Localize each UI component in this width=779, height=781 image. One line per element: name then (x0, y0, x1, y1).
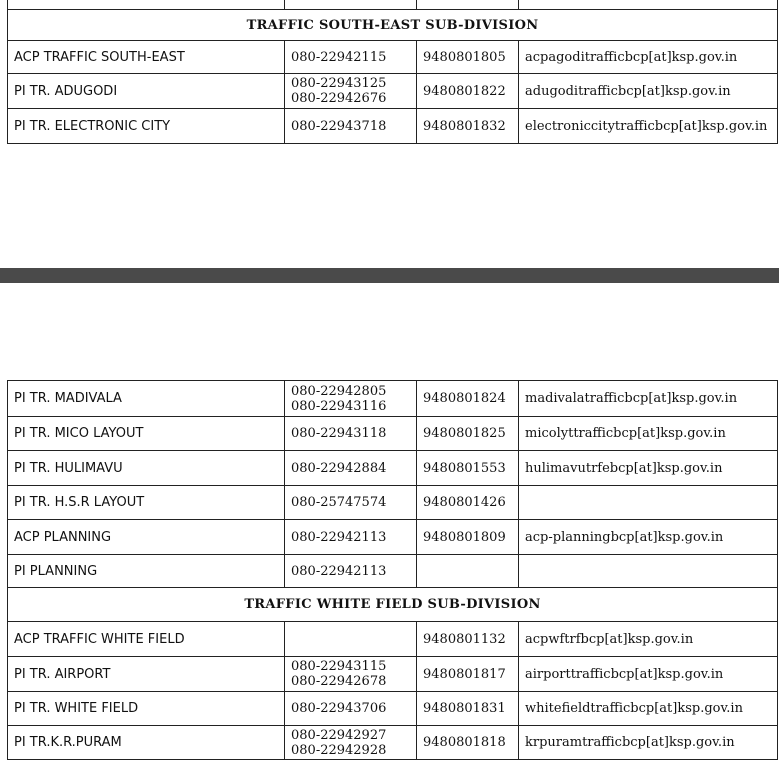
landline-cell (285, 657, 417, 692)
landline-cell (285, 417, 417, 451)
email-cell: airporttrafficbcp[at]ksp.gov.in (519, 657, 778, 692)
officer-name-cell: PI TR. MADIVALA (8, 381, 285, 417)
officer-name-cell: PI TR.K.R.PURAM (8, 726, 285, 760)
table-row (8, 486, 778, 520)
table-row (8, 726, 778, 760)
mobile-cell: 9480801822 (417, 74, 519, 109)
email-cell: acp-planningbcp[at]ksp.gov.in (519, 520, 778, 555)
email-cell: madivalatrafficbcp[at]ksp.gov.in (519, 381, 778, 417)
landline-number: 080-22943115 (291, 659, 387, 674)
officer-name-cell: PI TR. H.S.R LAYOUT (8, 486, 285, 520)
table-row (8, 657, 778, 692)
landline-number: 080-22942928 (291, 742, 387, 758)
section-header-south-east: TRAFFIC SOUTH-EAST SUB-DIVISION (8, 10, 778, 41)
table-row (8, 451, 778, 486)
landline-number: 080-25747574 (291, 495, 387, 510)
directory-table-south-east (7, 0, 778, 144)
table-row (8, 74, 778, 109)
south-east-rows-continued (8, 381, 778, 588)
mobile-cell: 9480801818 (417, 726, 519, 760)
officer-name-cell: PI TR. ELECTRONIC CITY (8, 109, 285, 144)
email-cell: krpuramtrafficbcp[at]ksp.gov.in (519, 726, 778, 760)
landline-number: 080-22943118 (291, 426, 387, 441)
landline-number: 080-22943706 (291, 701, 387, 716)
email-cell: adugoditrafficbcp[at]ksp.gov.in (519, 74, 778, 109)
landline-number: 080-22942927 (291, 727, 387, 743)
landline-cell (285, 381, 417, 417)
table-row (8, 417, 778, 451)
mobile-cell: 9480801824 (417, 381, 519, 417)
email-cell (519, 486, 778, 520)
landline-cell (285, 520, 417, 555)
email-cell (519, 555, 778, 588)
table-top-spacer-row (8, 0, 778, 10)
table-row (8, 622, 778, 657)
landline-number: 080-22942113 (291, 563, 387, 579)
table-row (8, 692, 778, 726)
mobile-cell: 9480801817 (417, 657, 519, 692)
landline-cell (285, 692, 417, 726)
south-east-rows (8, 41, 778, 144)
officer-name-cell: ACP TRAFFIC SOUTH-EAST (8, 41, 285, 74)
mobile-cell: 9480801805 (417, 41, 519, 74)
landline-cell (285, 451, 417, 486)
mobile-cell: 9480801825 (417, 417, 519, 451)
officer-name-cell: PI TR. AIRPORT (8, 657, 285, 692)
landline-number: 080-22943116 (291, 398, 387, 414)
directory-table-continued (7, 380, 778, 760)
landline-cell (285, 726, 417, 760)
landline-number: 080-22942884 (291, 460, 387, 476)
officer-name-cell: PI TR. MICO LAYOUT (8, 417, 285, 451)
table-row (8, 555, 778, 588)
white-field-rows (8, 622, 778, 760)
landline-cell (285, 74, 417, 109)
officer-name-cell: ACP PLANNING (8, 520, 285, 555)
landline-number: 080-22943125 (291, 76, 387, 91)
landline-number: 080-22943718 (291, 118, 387, 134)
section-header-white-field: TRAFFIC WHITE FIELD SUB-DIVISION (8, 588, 778, 622)
landline-number: 080-22942115 (291, 49, 387, 65)
landline-number: 080-22942678 (291, 674, 387, 689)
page-break-divider (0, 268, 779, 283)
mobile-cell: 9480801809 (417, 520, 519, 555)
landline-cell (285, 109, 417, 144)
table-row (8, 41, 778, 74)
section-header-row (8, 588, 778, 622)
landline-cell (285, 555, 417, 588)
email-cell: acpwftrfbcp[at]ksp.gov.in (519, 622, 778, 657)
table-row (8, 381, 778, 417)
email-cell: micolyttrafficbcp[at]ksp.gov.in (519, 417, 778, 451)
officer-name-cell: PI PLANNING (8, 555, 285, 588)
email-cell: acpagoditrafficbcp[at]ksp.gov.in (519, 41, 778, 74)
officer-name-cell: PI TR. HULIMAVU (8, 451, 285, 486)
email-cell: hulimavutrfebcp[at]ksp.gov.in (519, 451, 778, 486)
officer-name-cell: PI TR. WHITE FIELD (8, 692, 285, 726)
mobile-cell: 9480801132 (417, 622, 519, 657)
landline-number: 080-22942676 (291, 91, 387, 106)
mobile-cell: 9480801832 (417, 109, 519, 144)
landline-number: 080-22942805 (291, 383, 387, 399)
email-cell: whitefieldtrafficbcp[at]ksp.gov.in (519, 692, 778, 726)
table-row (8, 520, 778, 555)
table-row (8, 109, 778, 144)
landline-cell (285, 622, 417, 657)
section-header-row (8, 10, 778, 41)
landline-cell (285, 486, 417, 520)
mobile-cell: 9480801831 (417, 692, 519, 726)
mobile-cell (417, 555, 519, 588)
officer-name-cell: ACP TRAFFIC WHITE FIELD (8, 622, 285, 657)
mobile-cell: 9480801426 (417, 486, 519, 520)
officer-name-cell: PI TR. ADUGODI (8, 74, 285, 109)
mobile-cell: 9480801553 (417, 451, 519, 486)
email-cell: electroniccitytrafficbcp[at]ksp.gov.in (519, 109, 778, 144)
landline-cell (285, 41, 417, 74)
landline-number: 080-22942113 (291, 529, 387, 545)
